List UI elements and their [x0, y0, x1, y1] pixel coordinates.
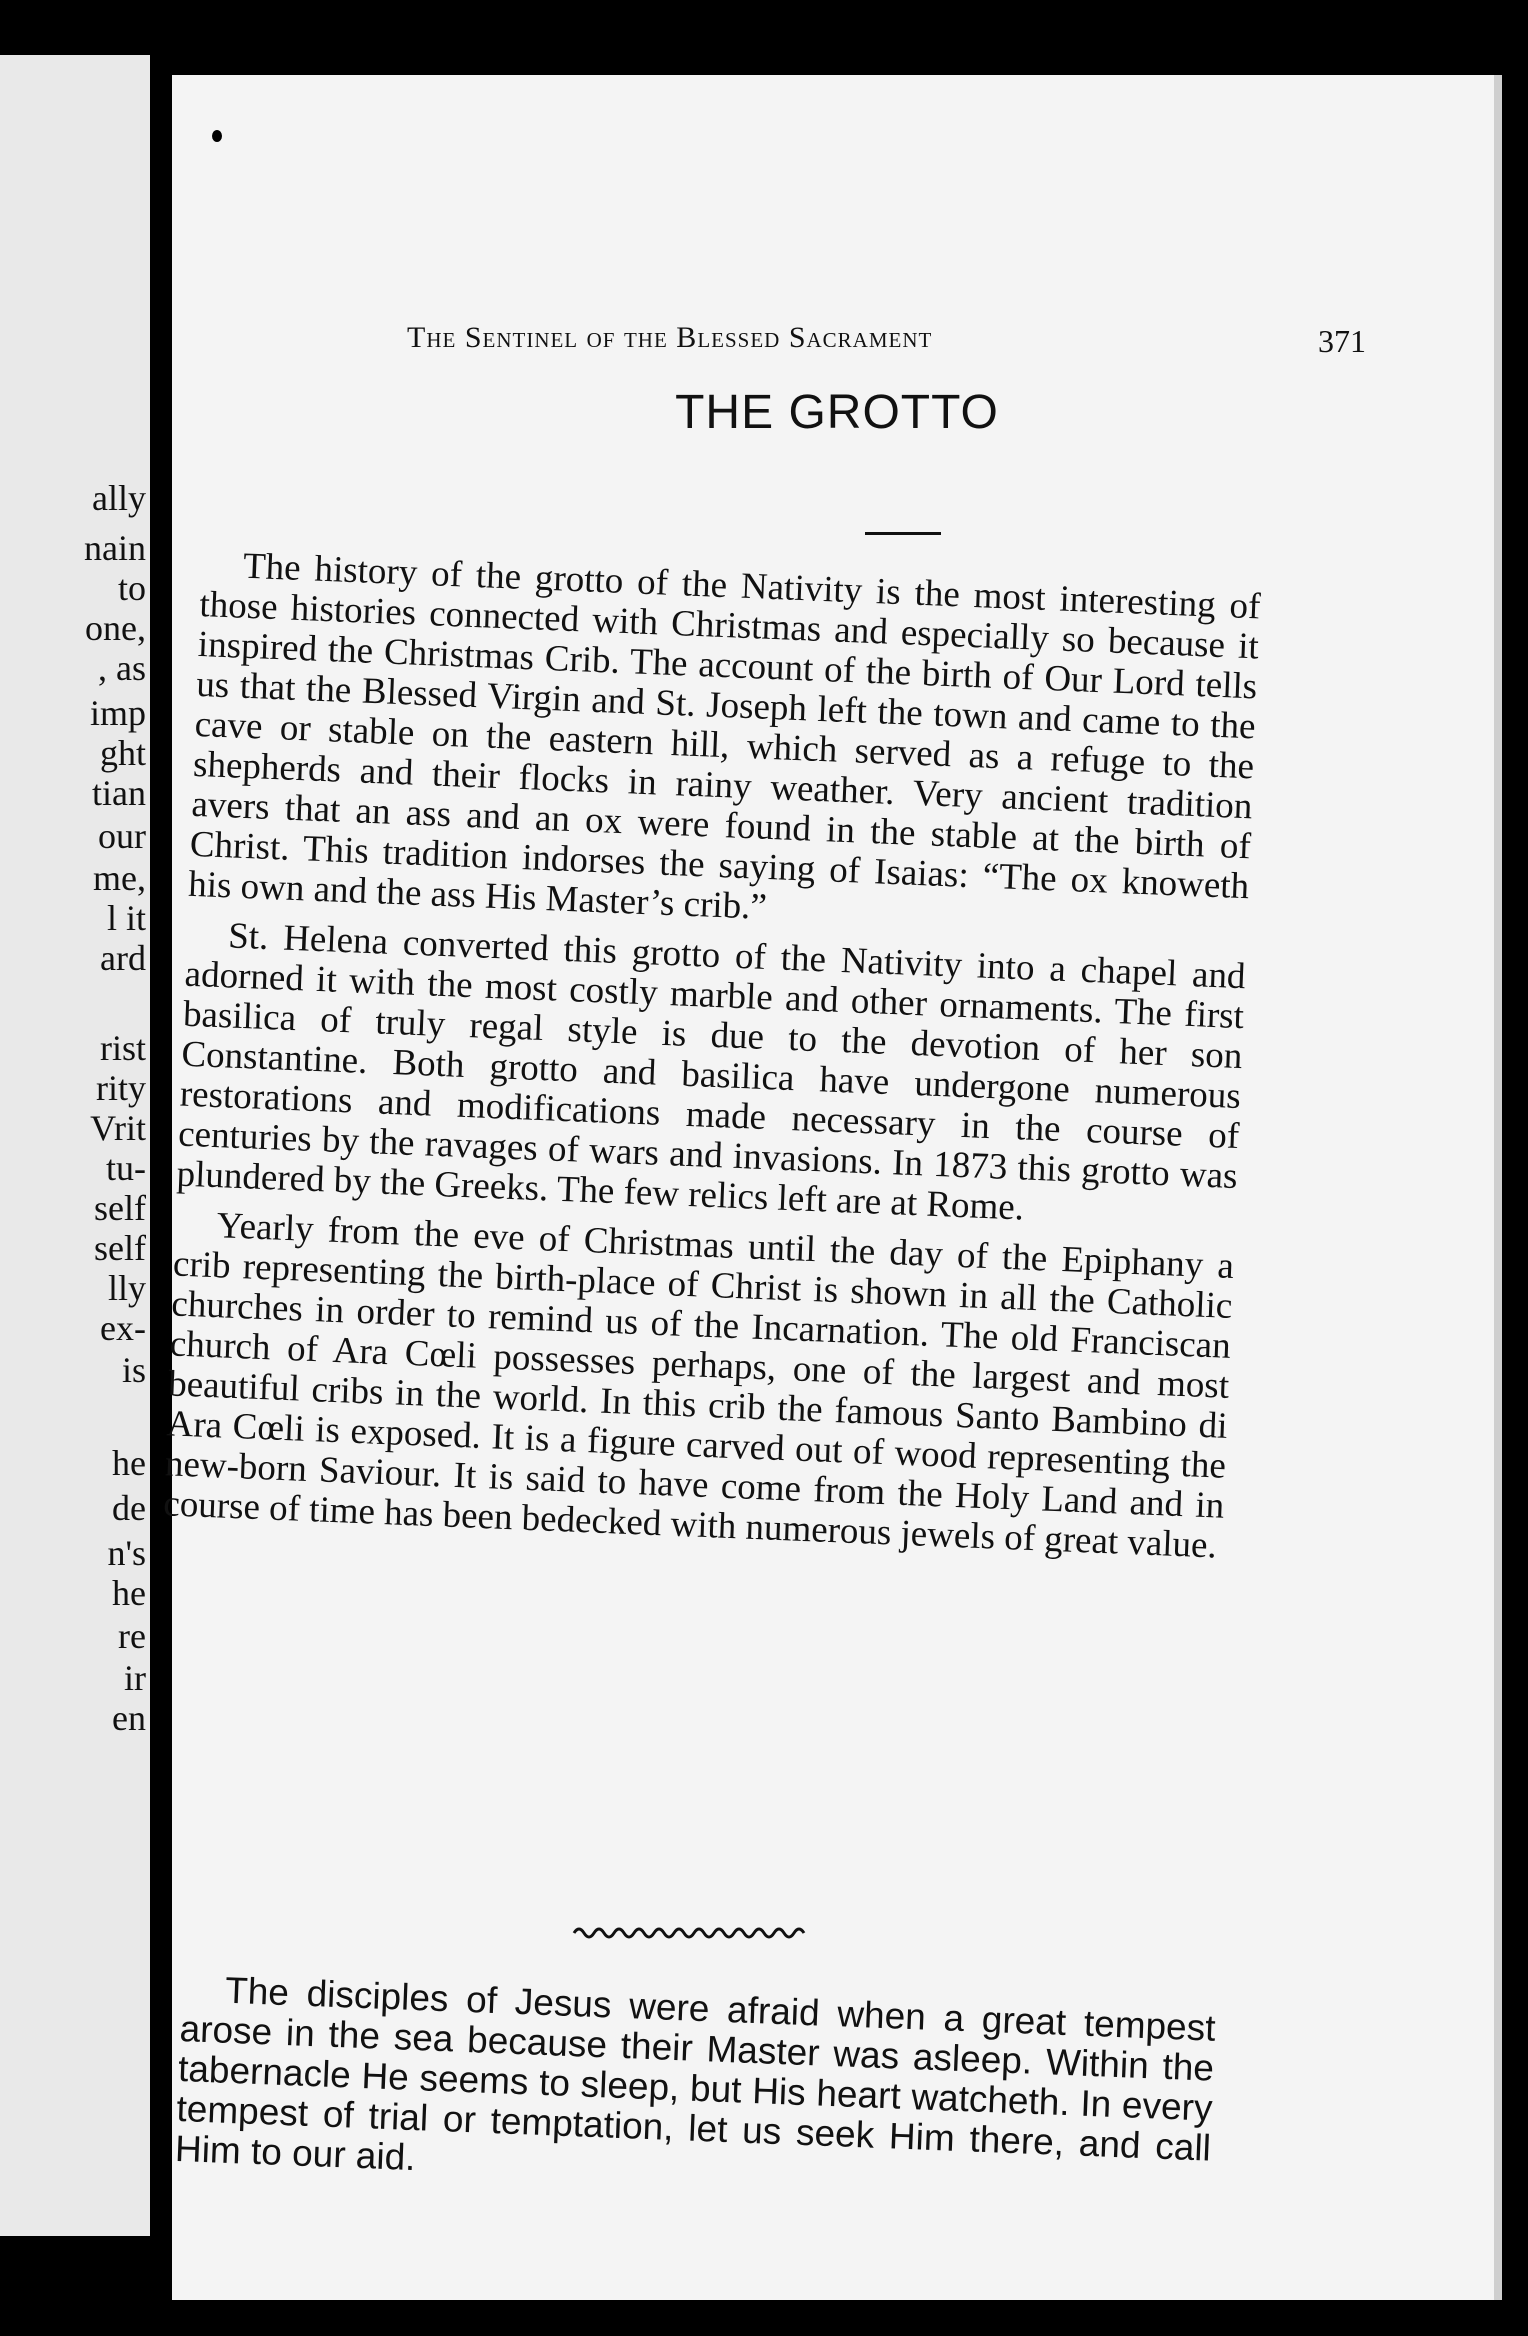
facing-page-fragment: en: [112, 1698, 146, 1738]
paragraph: The history of the grotto of the Nativity is the most interesting of those histories connected with Christmas and especially so because it inspired the Christmas Crib. The account of the birth of Our Lord tells us that the Blessed Virgin and St. Joseph left the town and came to the cave or stable on the eastern hill, which served as a refuge to the shepherds and their flocks in rainy weather. Very ancient tradition avers that an ass and an ox were found in the stable at the birth of Christ. This tradition indorses the saying of Isaias: “The ox knoweth his own and the ass His Master’s crib.”: [187, 545, 1262, 928]
facing-page-fragment: Vrit: [90, 1108, 146, 1148]
facing-page-fragment: re: [118, 1616, 146, 1656]
page-speck: [212, 130, 222, 142]
facing-page-fragment: ally: [92, 478, 146, 518]
facing-page-fragment: l it: [106, 898, 146, 938]
book-gutter: [150, 40, 172, 2310]
article-title: THE GROTTO: [675, 386, 999, 439]
facing-page-fragment: rist: [99, 1028, 146, 1068]
facing-page-fragment: nain: [84, 528, 146, 568]
page: [162, 75, 1502, 2300]
facing-page-fragment: to: [117, 568, 146, 608]
closing-paragraph: The disciples of Jesus were afraid when a great tempest arose in the sea because their Master was asleep. Within the tabernacle He seems to sleep, but His heart watcheth. In every tempest of trial or temptation, let us seek Him there, and call Him to our aid.: [174, 1969, 1217, 2179]
facing-page-fragment: tu-: [106, 1148, 146, 1188]
paragraph: St. Helena converted this grotto of the Nativity into a chapel and adorned it with the most costly marble and other ornaments. The first basilica of truly regal style is due to the devotion of her son Constantine. Both grotto and basilica have undergone numerous restorations and modifications made necessary in the course of centuries by the ravages of wars and invasions. In 1873 this grotto was plundered by the Greeks. The few relics left are at Rome.: [175, 915, 1247, 1229]
article-body: [163, 545, 1261, 1567]
facing-page-fragment: ex-: [100, 1308, 146, 1348]
running-head: The Sentinel of the Blessed Sacrament: [407, 321, 933, 354]
facing-page-fragment: lly: [107, 1268, 146, 1308]
facing-page-fragment: , as: [98, 648, 146, 688]
title-rule: [865, 532, 941, 535]
facing-page-fragment: he: [112, 1573, 146, 1613]
facing-page-fragment: me,: [93, 858, 146, 898]
facing-page-fragment: is: [121, 1350, 146, 1390]
facing-page-fragment: our: [98, 816, 146, 856]
facing-page: [0, 55, 150, 2236]
facing-page-fragment: self: [94, 1228, 146, 1268]
facing-page-fragment: ir: [124, 1658, 146, 1698]
facing-page-fragment: de: [112, 1488, 146, 1528]
facing-page-fragment: tian: [92, 773, 146, 813]
facing-page-fragment: rity: [96, 1068, 146, 1108]
facing-page-fragment: ght: [99, 733, 146, 773]
facing-page-fragment: n's: [107, 1533, 146, 1573]
wavy-divider: [572, 1923, 812, 1943]
paragraph: Yearly from the eve of Christmas until the day of the Epiphany a crib representing the birth-place of Christ is shown in all the Catholic churches in order to remind us of the Incarnation. The old Franciscan church of Ara Cœli possesses perhaps, one of the largest and most beautiful cribs in the world. In this crib the famous Santo Bambino di Ara Cœli is exposed. It is a figure carved out of wood representing the new-born Saviour. It is said to have come from the Holy Land and in course of time has been bedecked with numerous jewels of great value.: [162, 1205, 1235, 1567]
facing-page-fragment: self: [94, 1188, 146, 1228]
facing-page-fragment: imp: [89, 693, 146, 733]
page-number: 371: [1318, 323, 1366, 359]
page-header: [407, 321, 1430, 361]
facing-page-fragment: ard: [100, 938, 146, 978]
facing-page-fragment: he: [112, 1443, 146, 1483]
facing-page-fragment: one,: [85, 608, 146, 648]
